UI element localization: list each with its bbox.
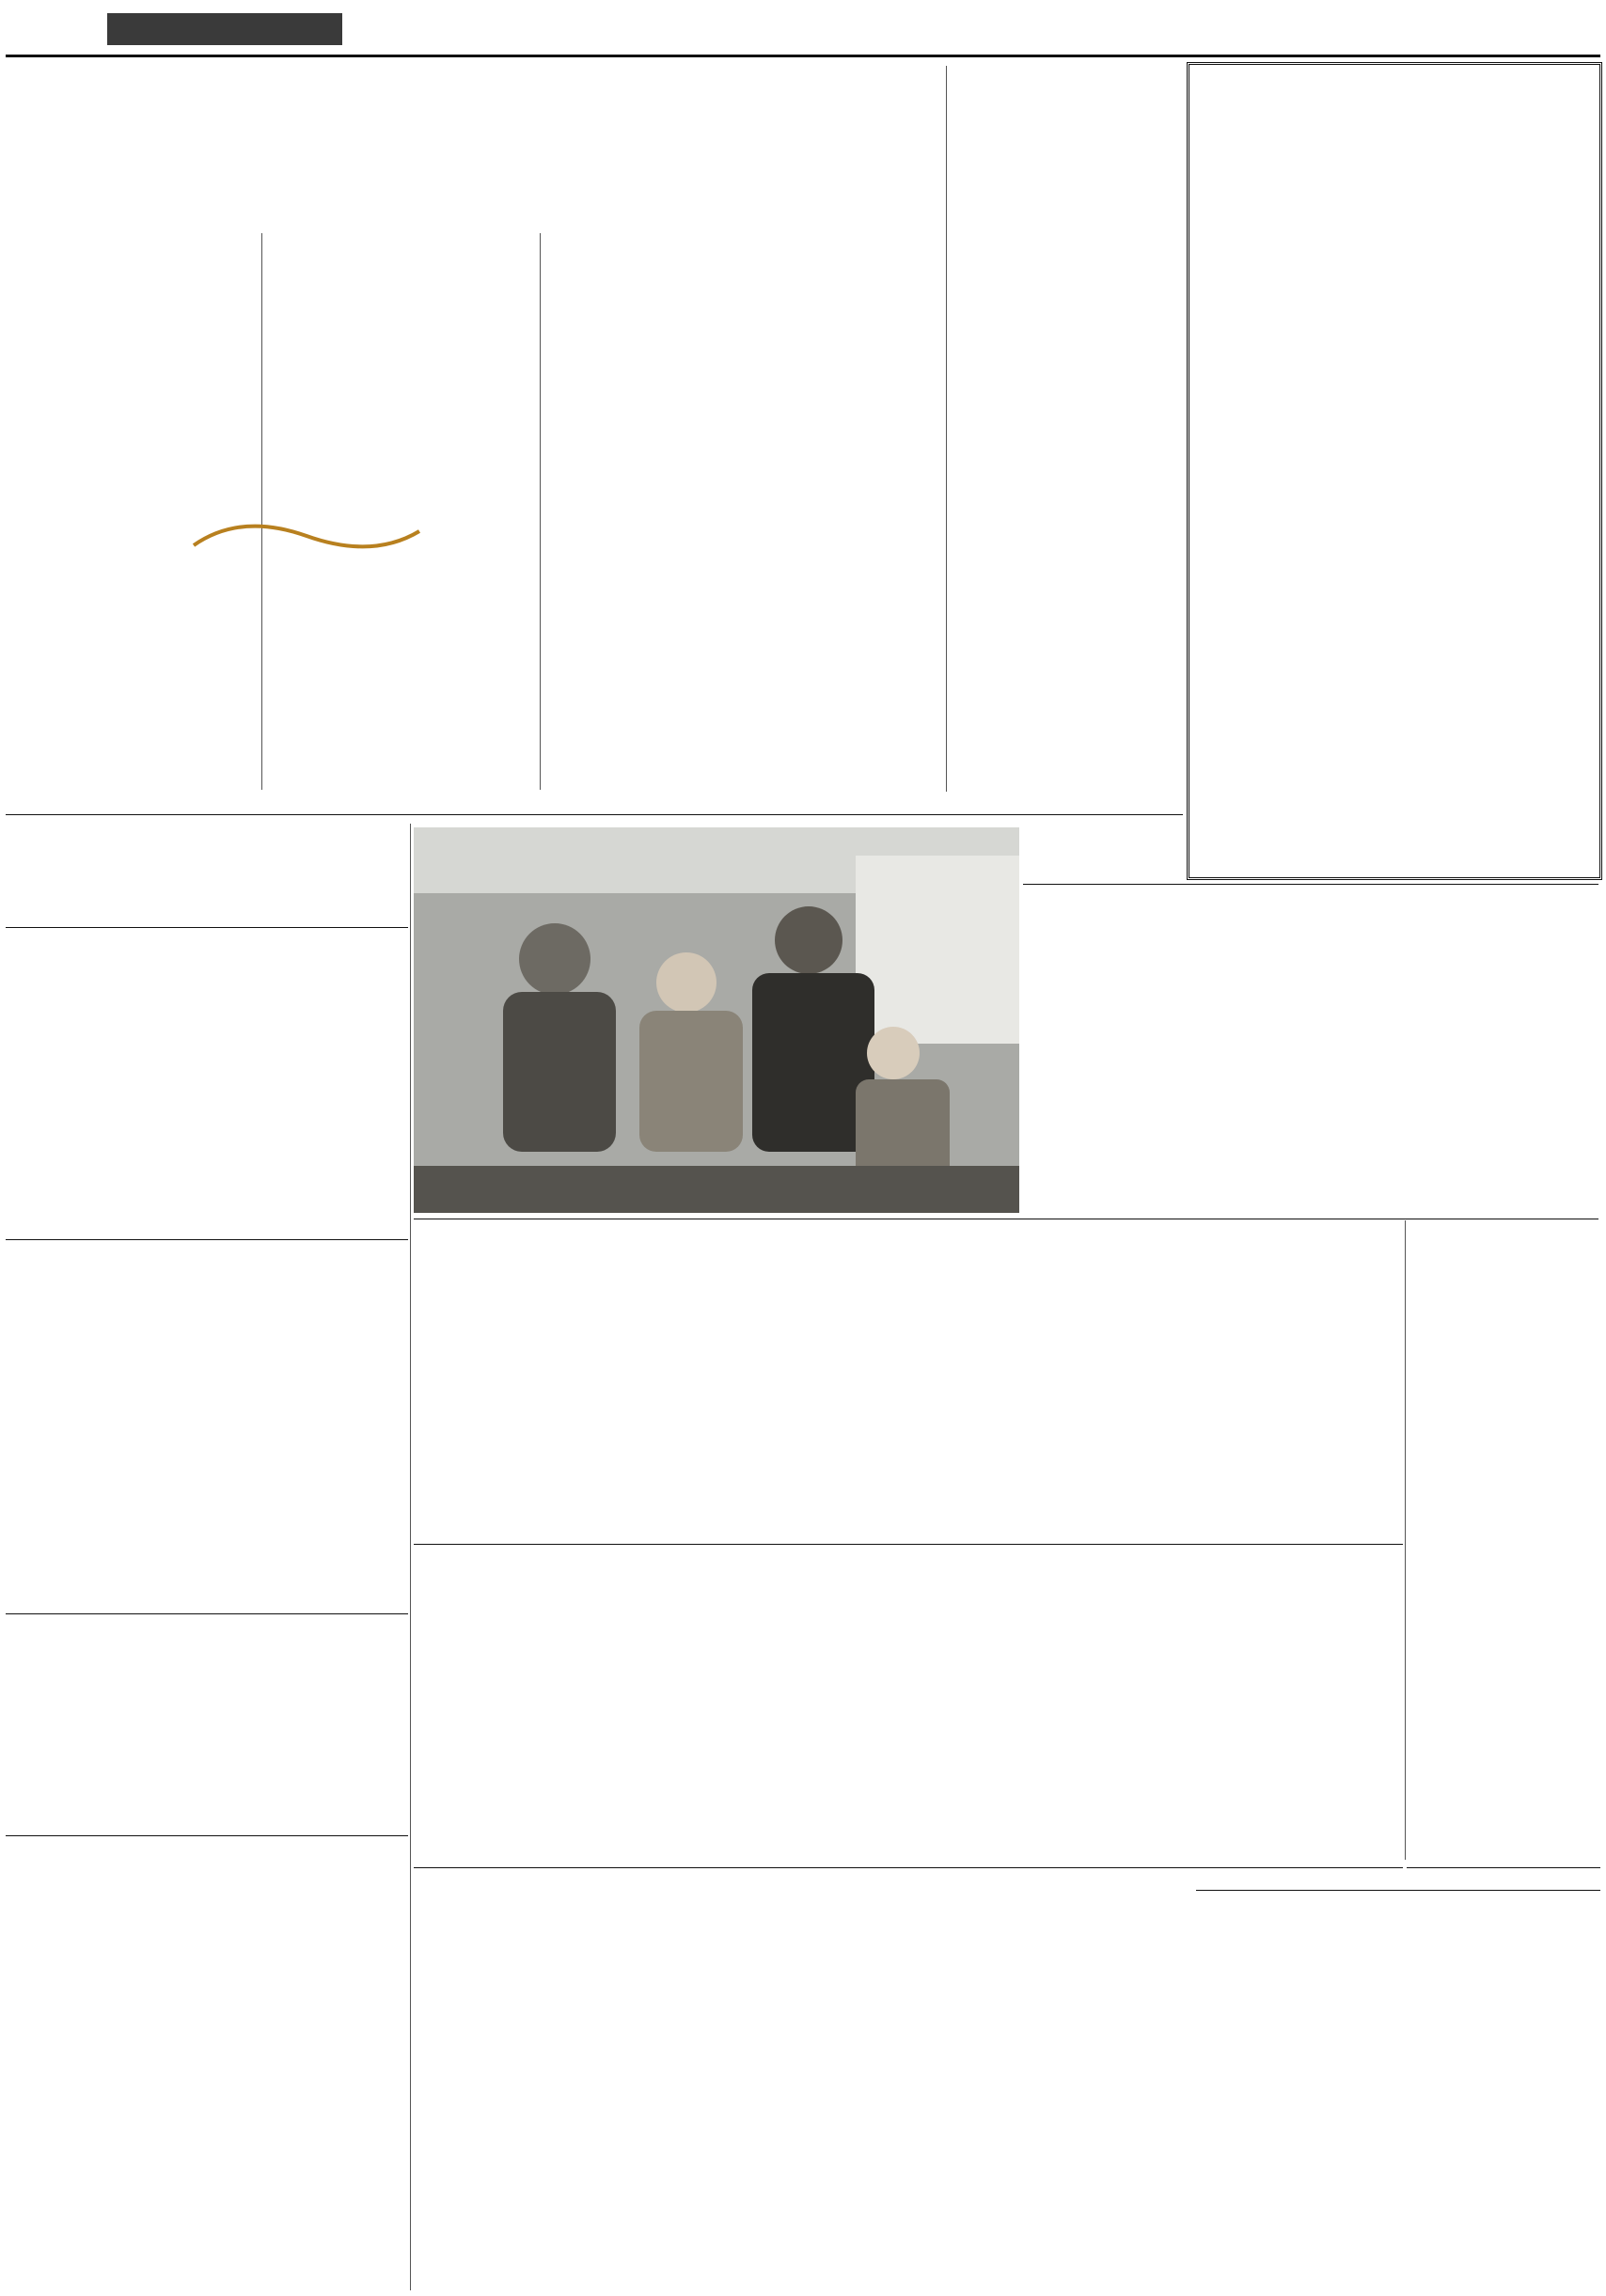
jasmine-col4 — [1153, 1224, 1399, 1542]
kunshan-body — [1027, 955, 1597, 1215]
lead-col2-top — [269, 233, 532, 485]
guangxu-col4 — [1153, 1606, 1399, 1864]
lead-headline — [282, 73, 940, 137]
news-photo — [414, 827, 1019, 1213]
lead-col4-bottom — [952, 323, 1173, 762]
section-rule — [1196, 1890, 1600, 1891]
jasmine-col3 — [884, 1346, 1147, 1534]
section-rule — [414, 1544, 1403, 1545]
eggs-body — [1412, 1333, 1598, 1860]
column-rule — [540, 233, 541, 790]
lead-col1-bottom — [9, 423, 254, 792]
page-header — [6, 0, 1600, 57]
column-rule — [1405, 1220, 1406, 1860]
section-rule — [6, 1239, 408, 1240]
brief-farmers-text — [9, 824, 404, 921]
apple-col4 — [999, 1873, 1192, 2292]
printing-college-body — [9, 1296, 404, 1610]
award-list-a — [9, 1869, 197, 2292]
bus-passengers-photo-icon — [414, 827, 1019, 1213]
section-rule — [414, 1867, 1403, 1868]
lead-col1-top — [9, 66, 254, 228]
essay-contest-body — [9, 1675, 404, 1830]
award-list-b — [203, 1845, 408, 2292]
right-top-body — [1202, 237, 1582, 865]
guangxu-col3 — [899, 1636, 1145, 1864]
section-rule — [6, 1835, 408, 1836]
lead-col3 — [547, 233, 735, 792]
section-banner — [107, 13, 342, 45]
section-rule — [1023, 884, 1598, 885]
lead-col2-mid — [339, 485, 532, 617]
guangxu-col1 — [417, 1636, 653, 1864]
section-rule — [1407, 1867, 1600, 1868]
lead-col2-bottom — [269, 711, 532, 792]
column-rule — [410, 824, 411, 2290]
column-rule — [946, 66, 947, 792]
lead-col3b — [743, 233, 940, 792]
guangxu-col2 — [658, 1636, 893, 1864]
section-rule — [6, 1613, 408, 1614]
apple-col1 — [417, 1982, 606, 2292]
lead-col1-mid — [9, 233, 254, 388]
jasmine-col2 — [621, 1346, 874, 1534]
guangxu-col-left — [417, 1551, 606, 1632]
section-rule — [6, 814, 1183, 815]
magnet-body — [1198, 1958, 1597, 2292]
apple-col2 — [611, 1982, 799, 2292]
apple-col3 — [805, 1982, 993, 2292]
section-rule — [6, 927, 408, 928]
guangxu-col-top — [1153, 1551, 1399, 1602]
jasmine-col1 — [417, 1224, 615, 1542]
strait-expo-body — [9, 1004, 404, 1235]
lead-col4-top — [952, 100, 1173, 322]
